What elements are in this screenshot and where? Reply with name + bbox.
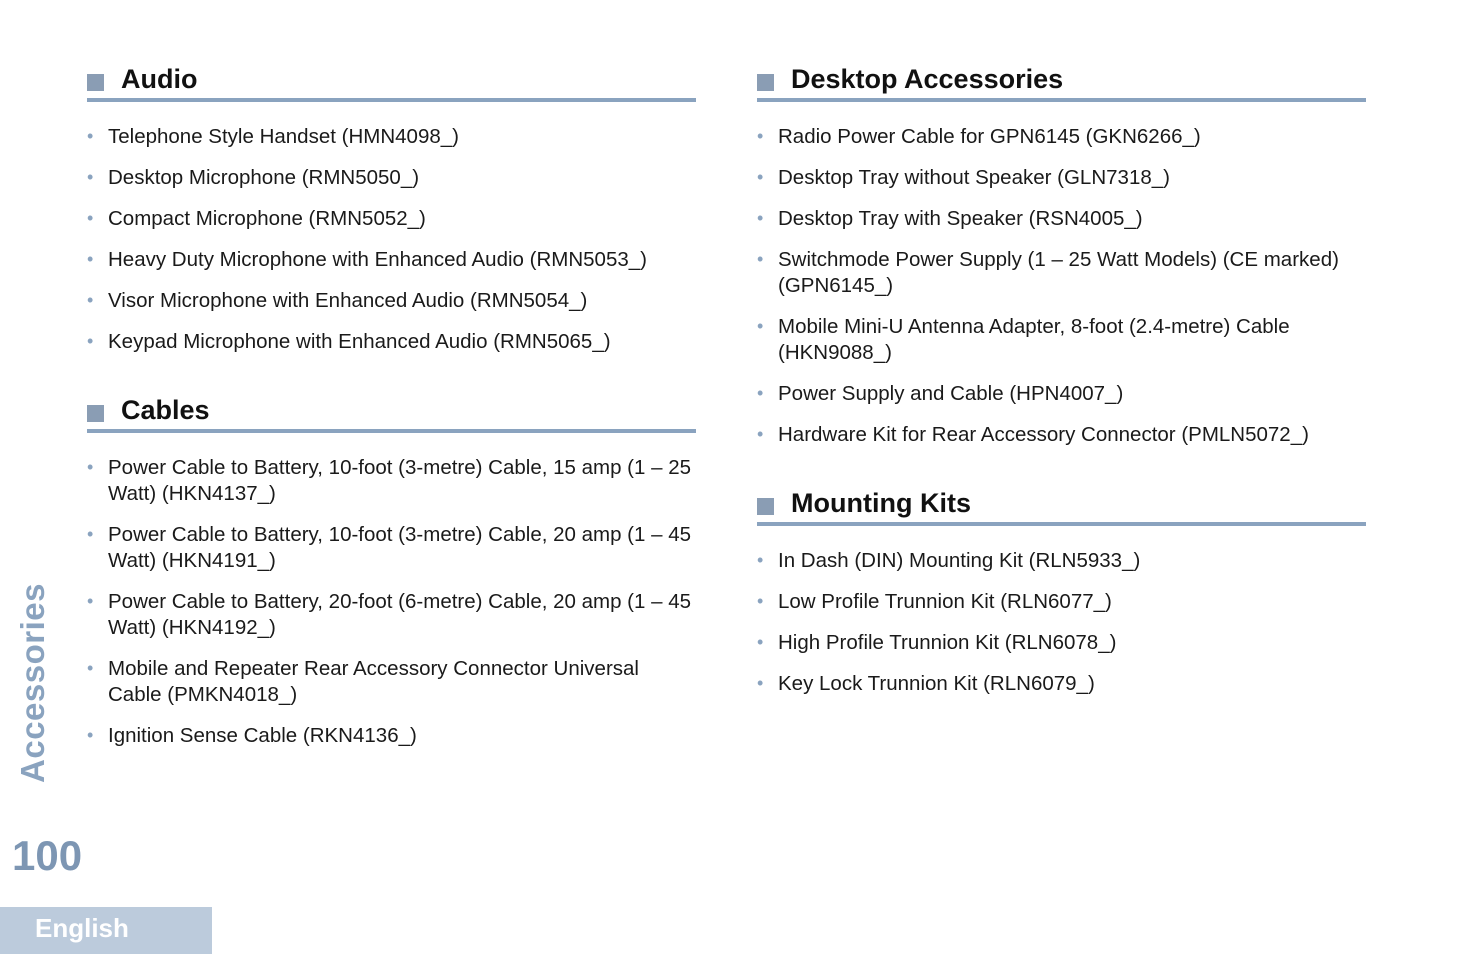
list-item-text: Keypad Microphone with Enhanced Audio (RMN5065_) [108, 330, 611, 353]
section-title-cables: Cables [121, 395, 210, 425]
bullet-icon: • [87, 658, 94, 678]
list-item-text: Radio Power Cable for GPN6145 (GKN6266_) [778, 125, 1201, 148]
side-tab [14, 582, 51, 783]
list-item-text: In Dash (DIN) Mounting Kit (RLN5933_) [778, 549, 1141, 572]
list-item-text: Telephone Style Handset (HMN4098_) [108, 125, 459, 148]
bullet-icon: • [757, 249, 764, 269]
bullet-icon: • [87, 524, 94, 544]
language-label: English [35, 913, 129, 943]
section-title-mounting: Mounting Kits [791, 488, 971, 518]
bullet-icon: • [87, 457, 94, 477]
bullet-icon: • [757, 316, 764, 336]
list-item-text: Key Lock Trunnion Kit (RLN6079_) [778, 672, 1095, 695]
list-item [87, 124, 696, 150]
section-cables [87, 391, 696, 749]
list-item [757, 247, 1366, 299]
bullet-icon: • [87, 126, 94, 146]
bullet-icon: • [757, 126, 764, 146]
list-item [87, 723, 696, 749]
list-item-text: Visor Microphone with Enhanced Audio (RMN5054_) [108, 289, 588, 312]
list-item-text: Desktop Tray with Speaker (RSN4005_) [778, 207, 1143, 230]
section-title-audio: Audio [121, 64, 198, 94]
list-item [757, 206, 1366, 232]
bullet-icon: • [757, 208, 764, 228]
list-item-text: Low Profile Trunnion Kit (RLN6077_) [778, 590, 1112, 613]
section-desktop-accessories [757, 60, 1366, 448]
list-item-text: High Profile Trunnion Kit (RLN6078_) [778, 631, 1117, 654]
bullet-icon: • [757, 550, 764, 570]
list-item [757, 630, 1366, 656]
section-square-icon [87, 405, 104, 422]
list-item-text: Hardware Kit for Rear Accessory Connector (PMLN5072_) [778, 423, 1309, 446]
list-item [757, 422, 1366, 448]
section-square-icon [757, 74, 774, 91]
list-item [87, 589, 696, 641]
list-item [757, 589, 1366, 615]
section-title-desktop: Desktop Accessories [791, 64, 1064, 94]
section-header-audio [87, 60, 696, 102]
bullet-icon: • [757, 424, 764, 444]
left-column [87, 60, 696, 785]
bullet-icon: • [757, 383, 764, 403]
list-item-text: Desktop Tray without Speaker (GLN7318_) [778, 166, 1170, 189]
list-item [757, 548, 1366, 574]
list-item-text: Switchmode Power Supply (1 – 25 Watt Models) (CE marked) (GPN6145_) [778, 248, 1339, 297]
right-column [757, 60, 1366, 733]
list-item-text: Power Cable to Battery, 10-foot (3-metre) Cable, 20 amp (1 – 45 Watt) (HKN4191_) [108, 523, 692, 572]
side-tab-label: Accessories [14, 582, 51, 783]
section-header-mounting [757, 484, 1366, 526]
list-desktop [757, 124, 1366, 448]
list-item [757, 671, 1366, 697]
list-item [757, 314, 1366, 366]
list-item-text: Compact Microphone (RMN5052_) [108, 207, 426, 230]
list-item-text: Mobile Mini-U Antenna Adapter, 8-foot (2.4-metre) Cable (HKN9088_) [778, 315, 1290, 364]
list-item-text: Power Supply and Cable (HPN4007_) [778, 382, 1124, 405]
list-item [757, 165, 1366, 191]
section-square-icon [87, 74, 104, 91]
list-item-text: Ignition Sense Cable (RKN4136_) [108, 724, 417, 747]
bullet-icon: • [87, 591, 94, 611]
list-item [757, 381, 1366, 407]
section-square-icon [757, 498, 774, 515]
bullet-icon: • [87, 167, 94, 187]
bullet-icon: • [87, 725, 94, 745]
list-item-text: Mobile and Repeater Rear Accessory Connector Universal Cable (PMKN4018_) [108, 657, 639, 706]
section-header-cables [87, 391, 696, 433]
list-item [757, 124, 1366, 150]
bullet-icon: • [87, 290, 94, 310]
list-item-text: Desktop Microphone (RMN5050_) [108, 166, 420, 189]
list-item [87, 165, 696, 191]
section-audio [87, 60, 696, 355]
list-item [87, 329, 696, 355]
list-item [87, 656, 696, 708]
page-number: 100 [12, 832, 83, 879]
language-tab [0, 907, 212, 954]
bullet-icon: • [757, 167, 764, 187]
list-cables [87, 455, 696, 749]
bullet-icon: • [87, 249, 94, 269]
list-item [87, 455, 696, 507]
list-item-text: Power Cable to Battery, 20-foot (6-metre) Cable, 20 amp (1 – 45 Watt) (HKN4192_) [108, 590, 692, 639]
section-mounting-kits [757, 484, 1366, 697]
section-header-desktop [757, 60, 1366, 102]
list-item [87, 288, 696, 314]
list-item [87, 247, 696, 273]
bullet-icon: • [87, 331, 94, 351]
bullet-icon: • [757, 591, 764, 611]
bullet-icon: • [87, 208, 94, 228]
list-item [87, 522, 696, 574]
list-item-text: Heavy Duty Microphone with Enhanced Audio (RMN5053_) [108, 248, 647, 271]
bullet-icon: • [757, 632, 764, 652]
list-item-text: Power Cable to Battery, 10-foot (3-metre) Cable, 15 amp (1 – 25 Watt) (HKN4137_) [108, 456, 692, 505]
bullet-icon: • [757, 673, 764, 693]
list-mounting [757, 548, 1366, 697]
list-item [87, 206, 696, 232]
list-audio [87, 124, 696, 355]
